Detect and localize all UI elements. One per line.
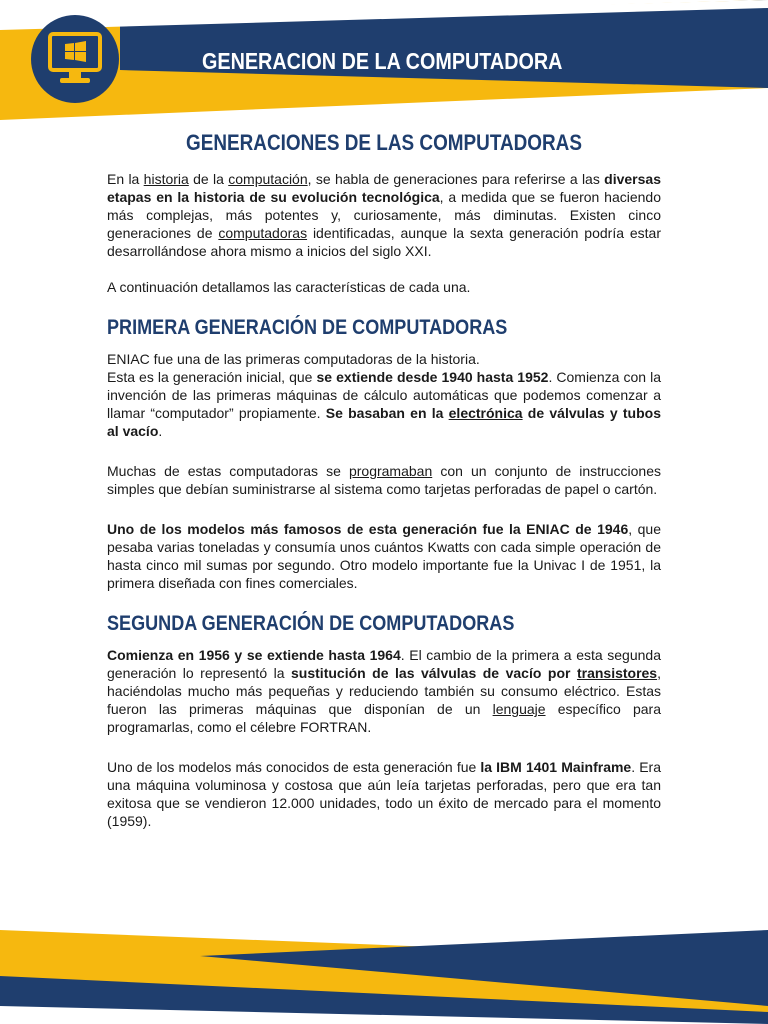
section-title-primera: PRIMERA GENERACIÓN DE COMPUTADORAS (107, 316, 508, 339)
page-title: GENERACIONES DE LAS COMPUTADORAS (186, 130, 582, 155)
link-computadoras[interactable]: computadoras (218, 225, 308, 241)
link-historia[interactable]: historia (143, 171, 189, 187)
link-computacion[interactable]: computación (228, 171, 308, 187)
intro-continuation: A continuación detallamos las características de cada una. (107, 279, 471, 295)
primera-paragraph-1: ENIAC fue una de las primeras computadoras de la historia. Esta es la generación inicial, que se extiende desde 1940 hasta 1952. Comienza con la invención de las primeras máquinas de cálculo automáticas que podemos comenzar a llamar “computador” propiamente. Se basaban en la electrónica de válvulas y tubos al vacío. (107, 351, 661, 439)
link-programaban[interactable]: programaban (348, 463, 433, 479)
primera-paragraph-2: Muchas de estas computadoras se programaban con un conjunto de instrucciones simples que debían suministrarse al sistema como tarjetas perforadas de papel o cartón. (107, 463, 661, 497)
link-transistores[interactable]: transistores (576, 665, 658, 681)
segunda-paragraph-1: Comienza en 1956 y se extiende hasta 1964. El cambio de la primera a esta segunda generación lo representó la sustitución de las válvulas de vacío por transistores, haciéndolas mucho más pequeñas y reduciendo también su consumo eléctrico. Estas fueron las primeras máquinas que disponían de un lenguaje específico para programarlas, como el célebre FORTRAN. (107, 647, 661, 735)
document-body (107, 130, 661, 830)
intro-paragraph: En la historia de la computación, se habla de generaciones para referirse a las diversas etapas en la historia de su evolución tecnológica, a medida que se fueron haciendo más complejas, más potentes y, curiosamente, más diminutas. Existen cinco generaciones de computadoras identificadas, aunque la sexta generación podría estar desarrollándose ahora mismo a inicios del siglo XXI. (107, 171, 661, 259)
primera-paragraph-3: Uno de los modelos más famosos de esta generación fue la ENIAC de 1946, que pesaba varias toneladas y consumía unos cuántos Kwatts con cada simple operación de hasta cinco mil sumas por segundo. Otro modelo importante fue la Univac I de 1951, la primera diseñada con fines comerciales. (107, 521, 661, 591)
header-title: GENERACION DE LA COMPUTADORA (202, 48, 563, 74)
section-title-segunda: SEGUNDA GENERACIÓN DE COMPUTADORAS (107, 612, 515, 635)
computer-monitor-windows-icon (30, 14, 120, 104)
link-lenguaje[interactable]: lenguaje (492, 701, 546, 717)
segunda-paragraph-2: Uno de los modelos más conocidos de esta generación fue la IBM 1401 Mainframe. Era una máquina voluminosa y costosa que aún leía tarjetas perforadas, pero que era tan exitosa que se vendieron 12.000 unidades, todo un éxito de mercado para el momento (1959). (107, 759, 661, 829)
link-electronica[interactable]: electrónica (448, 405, 523, 421)
footer-banner (0, 926, 768, 1024)
